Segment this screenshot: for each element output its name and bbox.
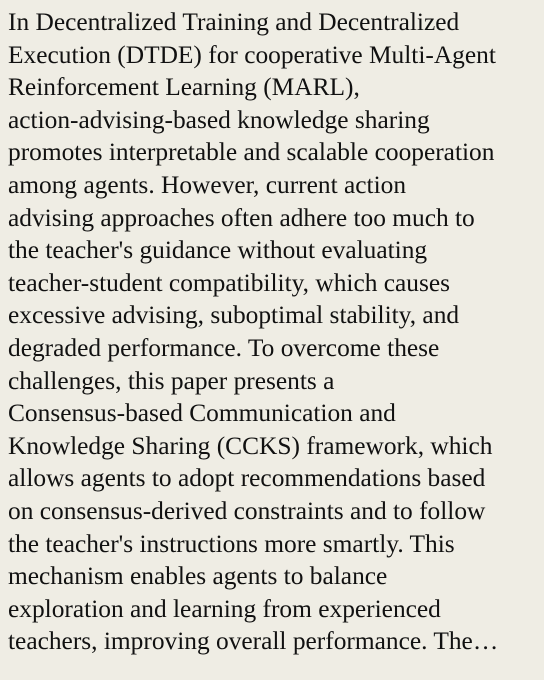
abstract-line: Knowledge Sharing (CCKS) framework, which — [8, 431, 493, 460]
abstract-line: allows agents to adopt recommendations based — [8, 464, 486, 493]
abstract-line: on consensus-derived constraints and to follow — [8, 496, 486, 525]
abstract-line: exploration and learning from experienced — [8, 594, 441, 623]
abstract-line: the teacher's guidance without evaluating — [8, 236, 428, 265]
abstract-line: degraded performance. To overcome these — [8, 333, 440, 362]
abstract-line: the teacher's instructions more smartly. This — [8, 529, 455, 558]
abstract-line: excessive advising, suboptimal stability, and — [8, 301, 460, 330]
abstract-line: action-advising-based knowledge sharing — [8, 105, 430, 134]
abstract-line: In Decentralized Training and Decentralized — [8, 8, 460, 36]
abstract-line: among agents. However, current action — [8, 170, 407, 199]
abstract-line: teacher-student compatibility, which causes — [8, 268, 451, 297]
abstract-line: mechanism enables agents to balance — [8, 562, 388, 591]
abstract-line: challenges, this paper presents a — [8, 366, 335, 395]
abstract-line: Execution (DTDE) for cooperative Multi-Agent — [8, 40, 496, 69]
abstract-line: Consensus-based Communication and — [8, 399, 396, 428]
abstract-paragraph — [8, 6, 536, 658]
abstract-line: Reinforcement Learning (MARL), — [8, 73, 360, 102]
abstract-line: teachers, improving overall performance. The… — [8, 627, 499, 656]
abstract-line: advising approaches often adhere too much to — [8, 203, 475, 232]
abstract-line: promotes interpretable and scalable cooperation — [8, 138, 495, 167]
